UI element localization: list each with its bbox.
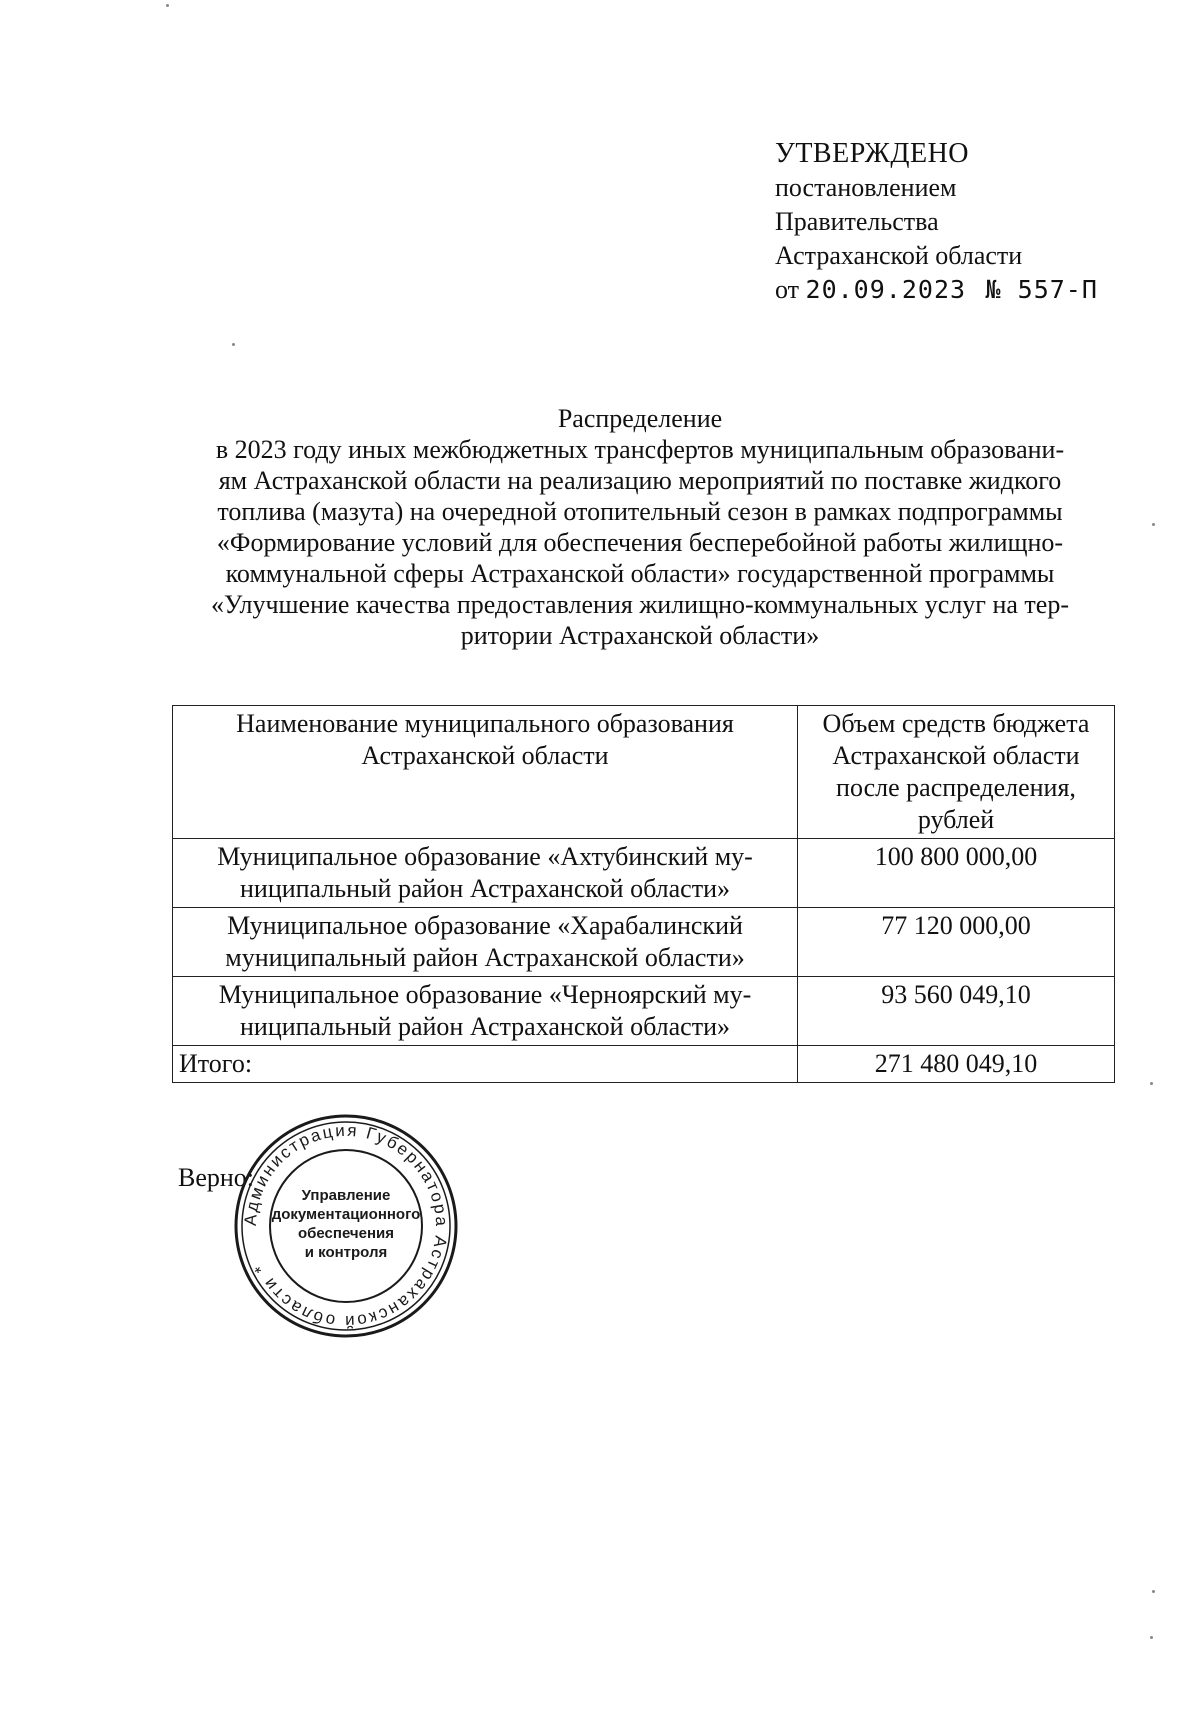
table-row [173, 977, 1115, 1046]
approval-date-prefix: от [775, 275, 800, 304]
title-line-2: в 2023 году иных межбюджетных трансфертов муниципальным образовани- [215, 435, 1065, 464]
title-line-3: ям Астраханской области на реализацию мероприятий по поставке жидкого [218, 466, 1062, 495]
stamp-center-line-1: Управление [301, 1187, 391, 1204]
approval-heading: УТВЕРЖДЕНО [775, 138, 970, 169]
table-total-row [173, 1046, 1115, 1083]
row-name-line-1: Муниципальное образование «Черноярский му- [218, 980, 752, 1009]
approval-number: № 557-П [985, 275, 1098, 304]
approval-line-3: Астраханской области [775, 241, 1023, 270]
total-amount: 271 480 049,10 [798, 1046, 1115, 1083]
approval-date: 20.09.2023 [805, 275, 967, 304]
table-row [173, 839, 1115, 908]
approval-line-1: постановлением [775, 173, 957, 202]
title-line-1: Распределение [557, 404, 723, 433]
stamp-center-text [232, 1186, 460, 1262]
row-municipality-name [173, 977, 798, 1046]
row-name-line-2: ниципальный район Астраханской области» [239, 1012, 730, 1041]
header-municipality-line-2: Астраханской области [361, 741, 609, 770]
row-municipality-name [173, 839, 798, 908]
title-line-6: коммунальной сферы Астраханской области» государственной программы [225, 559, 1055, 588]
scan-speck [1150, 1082, 1153, 1085]
table-row [173, 908, 1115, 977]
scan-speck [232, 343, 235, 346]
title-line-5: «Формирование условий для обеспечения бесперебойной работы жилищно- [216, 528, 1064, 557]
distribution-table [172, 705, 1115, 1083]
row-municipality-name [173, 908, 798, 977]
table-header-row [173, 706, 1115, 839]
stamp-center-line-4: и контроля [304, 1244, 388, 1261]
stamp-center-line-2: документационного [271, 1206, 421, 1223]
title-line-8: ритории Астраханской области» [460, 621, 820, 650]
total-label: Итого: [173, 1046, 798, 1083]
approval-block [775, 137, 1135, 307]
stamp-center-line-3: обеспечения [297, 1225, 395, 1242]
stamp-ring-text: Администрация Губернатора Астраханской области * [240, 1120, 452, 1332]
header-budget-line-3: после распределения, [836, 773, 1076, 802]
scan-speck [1152, 523, 1155, 526]
header-budget-amount [798, 706, 1115, 839]
row-name-line-1: Муниципальное образование «Харабалинский [227, 911, 743, 940]
header-municipality-line-1: Наименование муниципального образования [236, 709, 734, 738]
official-stamp [232, 1112, 460, 1340]
scan-speck [166, 4, 169, 7]
header-budget-line-4: рублей [917, 805, 995, 834]
header-budget-line-1: Объем средств бюджета [822, 709, 1090, 738]
scan-speck [1152, 1590, 1155, 1593]
header-municipality [173, 706, 798, 839]
certification-verno: Верно: [178, 1163, 255, 1192]
approval-line-2: Правительства [775, 207, 939, 236]
row-name-line-1: Муниципальное образование «Ахтубинский му- [217, 842, 753, 871]
row-name-line-2: муниципальный район Астраханской области» [225, 943, 745, 972]
row-amount: 77 120 000,00 [798, 908, 1115, 977]
header-budget-line-2: Астраханской области [832, 741, 1080, 770]
approval-date-line [775, 273, 1135, 307]
title-line-4: топлива (мазута) на очередной отопительный сезон в рамках подпрограммы [217, 497, 1063, 526]
document-title [170, 403, 1110, 651]
row-amount: 93 560 049,10 [798, 977, 1115, 1046]
title-line-7: «Улучшение качества предоставления жилищно-коммунальных услуг на тер- [211, 590, 1069, 619]
row-name-line-2: ниципальный район Астраханской области» [239, 874, 730, 903]
scan-speck [1150, 1636, 1153, 1639]
row-amount: 100 800 000,00 [798, 839, 1115, 908]
